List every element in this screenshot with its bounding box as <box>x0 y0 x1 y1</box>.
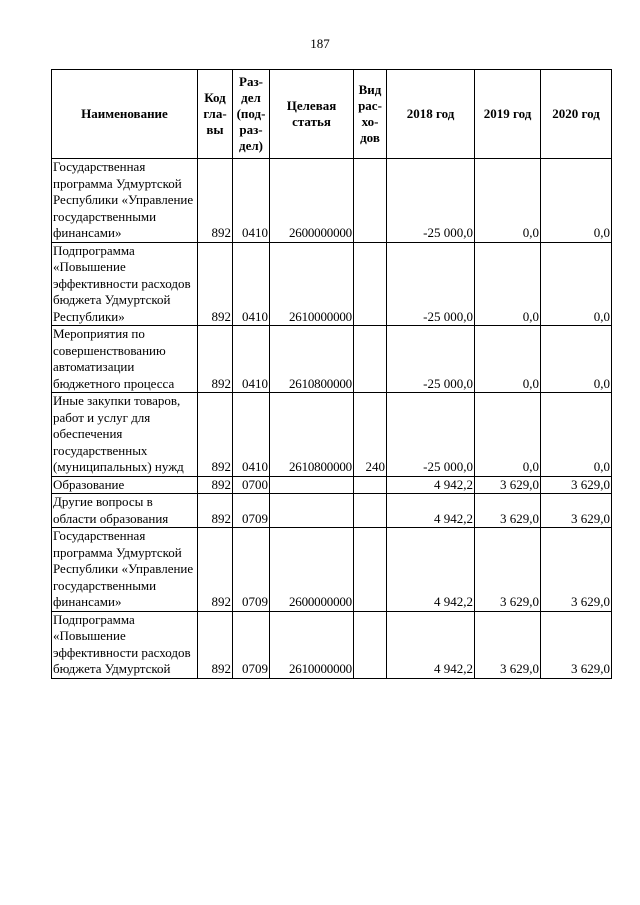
table-row <box>52 393 612 477</box>
row-target: 2610800000 <box>270 326 354 393</box>
header-2019: 2019 год <box>475 70 541 159</box>
table-row <box>52 611 612 678</box>
table-row <box>52 494 612 528</box>
row-section: 0709 <box>233 611 270 678</box>
row-target: 2600000000 <box>270 159 354 243</box>
page-number: 187 <box>310 36 330 51</box>
row-target: 2610000000 <box>270 242 354 326</box>
row-expense-type <box>354 494 387 528</box>
row-code: 892 <box>198 326 233 393</box>
row-name: Подпрограмма «Повышение эффективности расходов бюджета Удмуртской <box>52 611 198 678</box>
header-section: Раз-дел (под-раз-дел) <box>233 70 270 159</box>
row-expense-type <box>354 326 387 393</box>
row-2020: 0,0 <box>541 242 612 326</box>
row-expense-type <box>354 611 387 678</box>
row-2020: 0,0 <box>541 393 612 477</box>
table-row <box>52 242 612 326</box>
row-section: 0410 <box>233 159 270 243</box>
header-2018: 2018 год <box>387 70 475 159</box>
table-header-row <box>52 70 612 159</box>
row-2018: 4 942,2 <box>387 476 475 494</box>
row-2020: 3 629,0 <box>541 611 612 678</box>
row-2019: 3 629,0 <box>475 494 541 528</box>
row-name: Мероприятия по совершенствованию автоматизации бюджетного процесса <box>52 326 198 393</box>
row-2018: 4 942,2 <box>387 528 475 612</box>
row-target: 2610000000 <box>270 611 354 678</box>
budget-table <box>51 69 612 679</box>
table-row <box>52 326 612 393</box>
row-target <box>270 494 354 528</box>
row-2019: 3 629,0 <box>475 476 541 494</box>
row-name: Образование <box>52 476 198 494</box>
row-2019: 0,0 <box>475 242 541 326</box>
row-code: 892 <box>198 476 233 494</box>
row-code: 892 <box>198 393 233 477</box>
row-expense-type <box>354 159 387 243</box>
row-name: Государственная программа Удмуртской Республики «Управление государственными финансами» <box>52 159 198 243</box>
row-name: Государственная программа Удмуртской Республики «Управление государственными финансами» <box>52 528 198 612</box>
row-2019: 3 629,0 <box>475 528 541 612</box>
header-name: Наименование <box>52 70 198 159</box>
row-code: 892 <box>198 242 233 326</box>
row-section: 0410 <box>233 326 270 393</box>
row-2019: 0,0 <box>475 393 541 477</box>
row-expense-type: 240 <box>354 393 387 477</box>
row-2020: 3 629,0 <box>541 528 612 612</box>
row-section: 0410 <box>233 393 270 477</box>
row-expense-type <box>354 476 387 494</box>
row-2018: -25 000,0 <box>387 159 475 243</box>
row-2020: 0,0 <box>541 326 612 393</box>
row-code: 892 <box>198 159 233 243</box>
row-expense-type <box>354 528 387 612</box>
table-row <box>52 476 612 494</box>
header-expense-type: Вид рас-хо-дов <box>354 70 387 159</box>
row-name: Подпрограмма «Повышение эффективности расходов бюджета Удмуртской Республики» <box>52 242 198 326</box>
row-2018: -25 000,0 <box>387 242 475 326</box>
row-2020: 3 629,0 <box>541 494 612 528</box>
row-section: 0709 <box>233 528 270 612</box>
row-2019: 0,0 <box>475 326 541 393</box>
row-2018: 4 942,2 <box>387 494 475 528</box>
row-name: Другие вопросы в области образования <box>52 494 198 528</box>
row-2018: -25 000,0 <box>387 393 475 477</box>
row-section: 0410 <box>233 242 270 326</box>
header-target: Целевая статья <box>270 70 354 159</box>
row-2019: 0,0 <box>475 159 541 243</box>
header-code: Код гла-вы <box>198 70 233 159</box>
row-2018: -25 000,0 <box>387 326 475 393</box>
row-code: 892 <box>198 611 233 678</box>
row-section: 0709 <box>233 494 270 528</box>
row-expense-type <box>354 242 387 326</box>
row-2018: 4 942,2 <box>387 611 475 678</box>
table-row <box>52 528 612 612</box>
row-code: 892 <box>198 494 233 528</box>
row-target <box>270 476 354 494</box>
row-name: Иные закупки товаров, работ и услуг для обеспечения государственных (муниципальных) нужд <box>52 393 198 477</box>
header-2020: 2020 год <box>541 70 612 159</box>
row-target: 2610800000 <box>270 393 354 477</box>
row-code: 892 <box>198 528 233 612</box>
row-target: 2600000000 <box>270 528 354 612</box>
row-section: 0700 <box>233 476 270 494</box>
row-2020: 0,0 <box>541 159 612 243</box>
table-row <box>52 159 612 243</box>
row-2020: 3 629,0 <box>541 476 612 494</box>
row-2019: 3 629,0 <box>475 611 541 678</box>
